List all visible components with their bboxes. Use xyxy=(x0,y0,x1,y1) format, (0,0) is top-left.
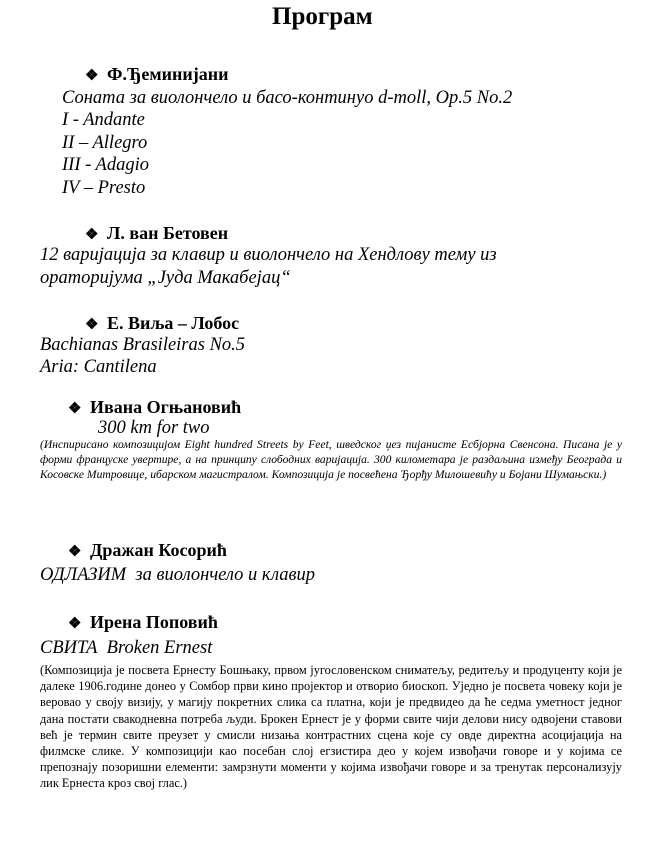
composer-name: Ирена Поповић xyxy=(90,612,218,632)
movement: II – Allegro xyxy=(62,133,148,153)
piece-subtitle: Aria: Cantilena xyxy=(40,357,157,377)
page-title: Програм xyxy=(272,3,373,30)
composer-name: Ивана Огњановић xyxy=(90,397,242,417)
composer-heading xyxy=(68,397,241,418)
piece-title: Bachianas Brasileiras No.5 xyxy=(40,335,246,355)
diamond-bullet-icon: ❖ xyxy=(85,317,99,333)
composer-name: Л. ван Бетовен xyxy=(107,223,229,243)
composer-name: Ф.Ђеминијани xyxy=(107,64,229,84)
piece-note: (Инспирисано композицијом Eight hundred Streets by Feet, шведског џез пијанисте Есбјорна Свенсона. Писана је у форми француске увертире, а на принципу слободних варијација. 300 километара је раздаљина између Београда и Косовске Митровице, ибарском магистралом. Композиција је посвећена Ђорђу Милошевићу и Бојани Шумањски.) xyxy=(40,438,622,482)
movement: IV – Presto xyxy=(62,178,146,198)
piece-title: Соната за виолончело и басо-континуо d-moll, Op.5 No.2 xyxy=(62,88,513,108)
composer-heading xyxy=(68,540,227,561)
piece-title: ОДЛАЗИМ за виолончело и клавир xyxy=(40,565,316,585)
diamond-bullet-icon: ❖ xyxy=(68,401,82,417)
diamond-bullet-icon: ❖ xyxy=(85,227,99,243)
piece-title-continued: ораторијума „Јуда Макабејац“ xyxy=(40,268,291,288)
piece-title: 12 варијација за клавир и виолончело на Хендлову тему из xyxy=(40,245,497,265)
piece-title: 300 km for two xyxy=(98,418,210,438)
diamond-bullet-icon: ❖ xyxy=(68,544,82,560)
diamond-bullet-icon: ❖ xyxy=(85,68,99,84)
piece-title: СВИТА Broken Ernest xyxy=(40,638,213,658)
composer-name: Дражан Косорић xyxy=(90,540,227,560)
piece-note: (Композиција је посвета Ернесту Бошњаку, првом југословенском сниматељу, редитељу и продуценту који је далеке 1906.године донео у Сомбор први кино пројектор и отворио биоскоп. Уједно је посвета човеку који је веровао у своју визију, у магију покретних слика са платна, који је предвидео да ће седма уметност једног дана постати свакодневна потреба људи. Брокен Ернест је у форми свите чији делови нису одвојени ставови већ је термин свите преузет у смисли низања контрастних сцена које су овде директна асоцијација на филмске слике. У композицији као посебан слој егзистира део у којем извођачи говоре и у којима се препознају позоришни елементи: замрзнути моменти у којима извођачи говоре и за тренутак персонализују лик Ернеста кроз свој глас.) xyxy=(40,663,622,791)
movement: III - Adagio xyxy=(62,155,149,175)
composer-heading xyxy=(68,612,218,633)
diamond-bullet-icon: ❖ xyxy=(68,616,82,632)
movement: I - Andante xyxy=(62,110,145,130)
composer-name: Е. Виља – Лобос xyxy=(107,313,240,333)
composer-heading xyxy=(85,313,239,334)
composer-heading xyxy=(85,223,228,244)
composer-heading xyxy=(85,64,228,85)
